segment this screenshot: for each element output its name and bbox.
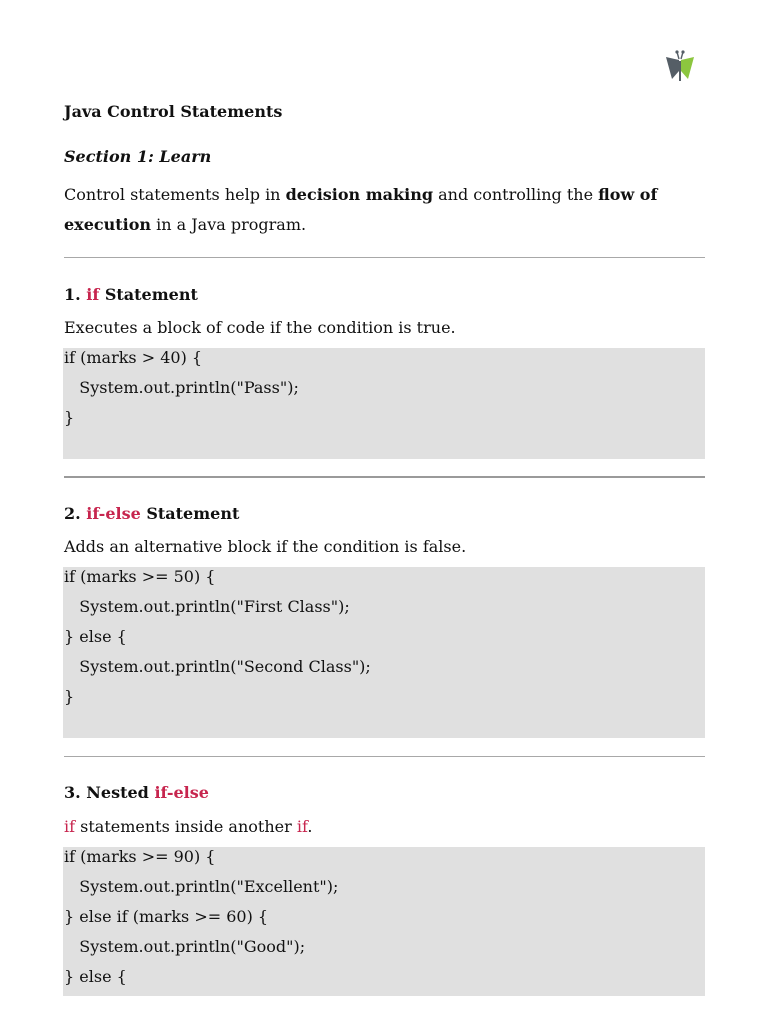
divider (64, 257, 705, 258)
divider (64, 476, 705, 478)
code-line: } (64, 408, 75, 427)
heading-keyword: if-else (154, 783, 209, 802)
code-line: } (64, 687, 75, 706)
intro-bold-decision-making: decision making (285, 185, 434, 204)
code-line: System.out.println("Excellent"); (64, 877, 339, 896)
description-keyword: if (64, 817, 76, 836)
heading-suffix: Statement (146, 504, 240, 523)
code-line: } else { (64, 967, 127, 986)
code-block (63, 567, 705, 738)
code-line: } else if (marks >= 60) { (64, 907, 269, 926)
heading-keyword: if-else (86, 504, 141, 523)
section-description: Adds an alternative block if the condition is false. (64, 537, 467, 556)
description-keyword: if (296, 817, 308, 836)
section-heading-if (64, 285, 198, 304)
heading-suffix: Statement (104, 285, 198, 304)
intro-bold-flow: flow of (598, 185, 658, 204)
intro-text: in a Java program. (151, 215, 307, 234)
heading-number: 3. (64, 783, 81, 802)
section-heading-if-else (64, 504, 239, 523)
section-description: Executes a block of code if the condition is true. (64, 318, 456, 337)
code-line: System.out.println("First Class"); (64, 597, 350, 616)
divider (64, 756, 705, 757)
intro-bold-execution: execution (64, 215, 152, 234)
code-line: if (marks >= 90) { (64, 847, 216, 866)
heading-number: 2. (64, 504, 81, 523)
code-line: System.out.println("Pass"); (64, 378, 299, 397)
intro-text: Control statements help in (64, 185, 286, 204)
heading-prefix: Nested (86, 783, 149, 802)
code-block (63, 847, 705, 996)
section-description (64, 817, 312, 836)
code-line: } else { (64, 627, 127, 646)
document-title: Java Control Statements (64, 102, 283, 121)
heading-keyword: if (86, 285, 100, 304)
section-heading-nested-if-else (64, 783, 209, 802)
description-text: statements inside another (75, 817, 297, 836)
section-label: Section 1: Learn (64, 147, 212, 166)
code-line: System.out.println("Second Class"); (64, 657, 371, 676)
intro-paragraph (64, 180, 657, 240)
code-line: if (marks > 40) { (64, 348, 203, 367)
description-text: . (307, 817, 313, 836)
code-block (63, 348, 705, 459)
heading-number: 1. (64, 285, 81, 304)
butterfly-logo-icon (664, 49, 696, 83)
code-line: System.out.println("Good"); (64, 937, 306, 956)
intro-text: and controlling the (433, 185, 599, 204)
code-line: if (marks >= 50) { (64, 567, 216, 586)
